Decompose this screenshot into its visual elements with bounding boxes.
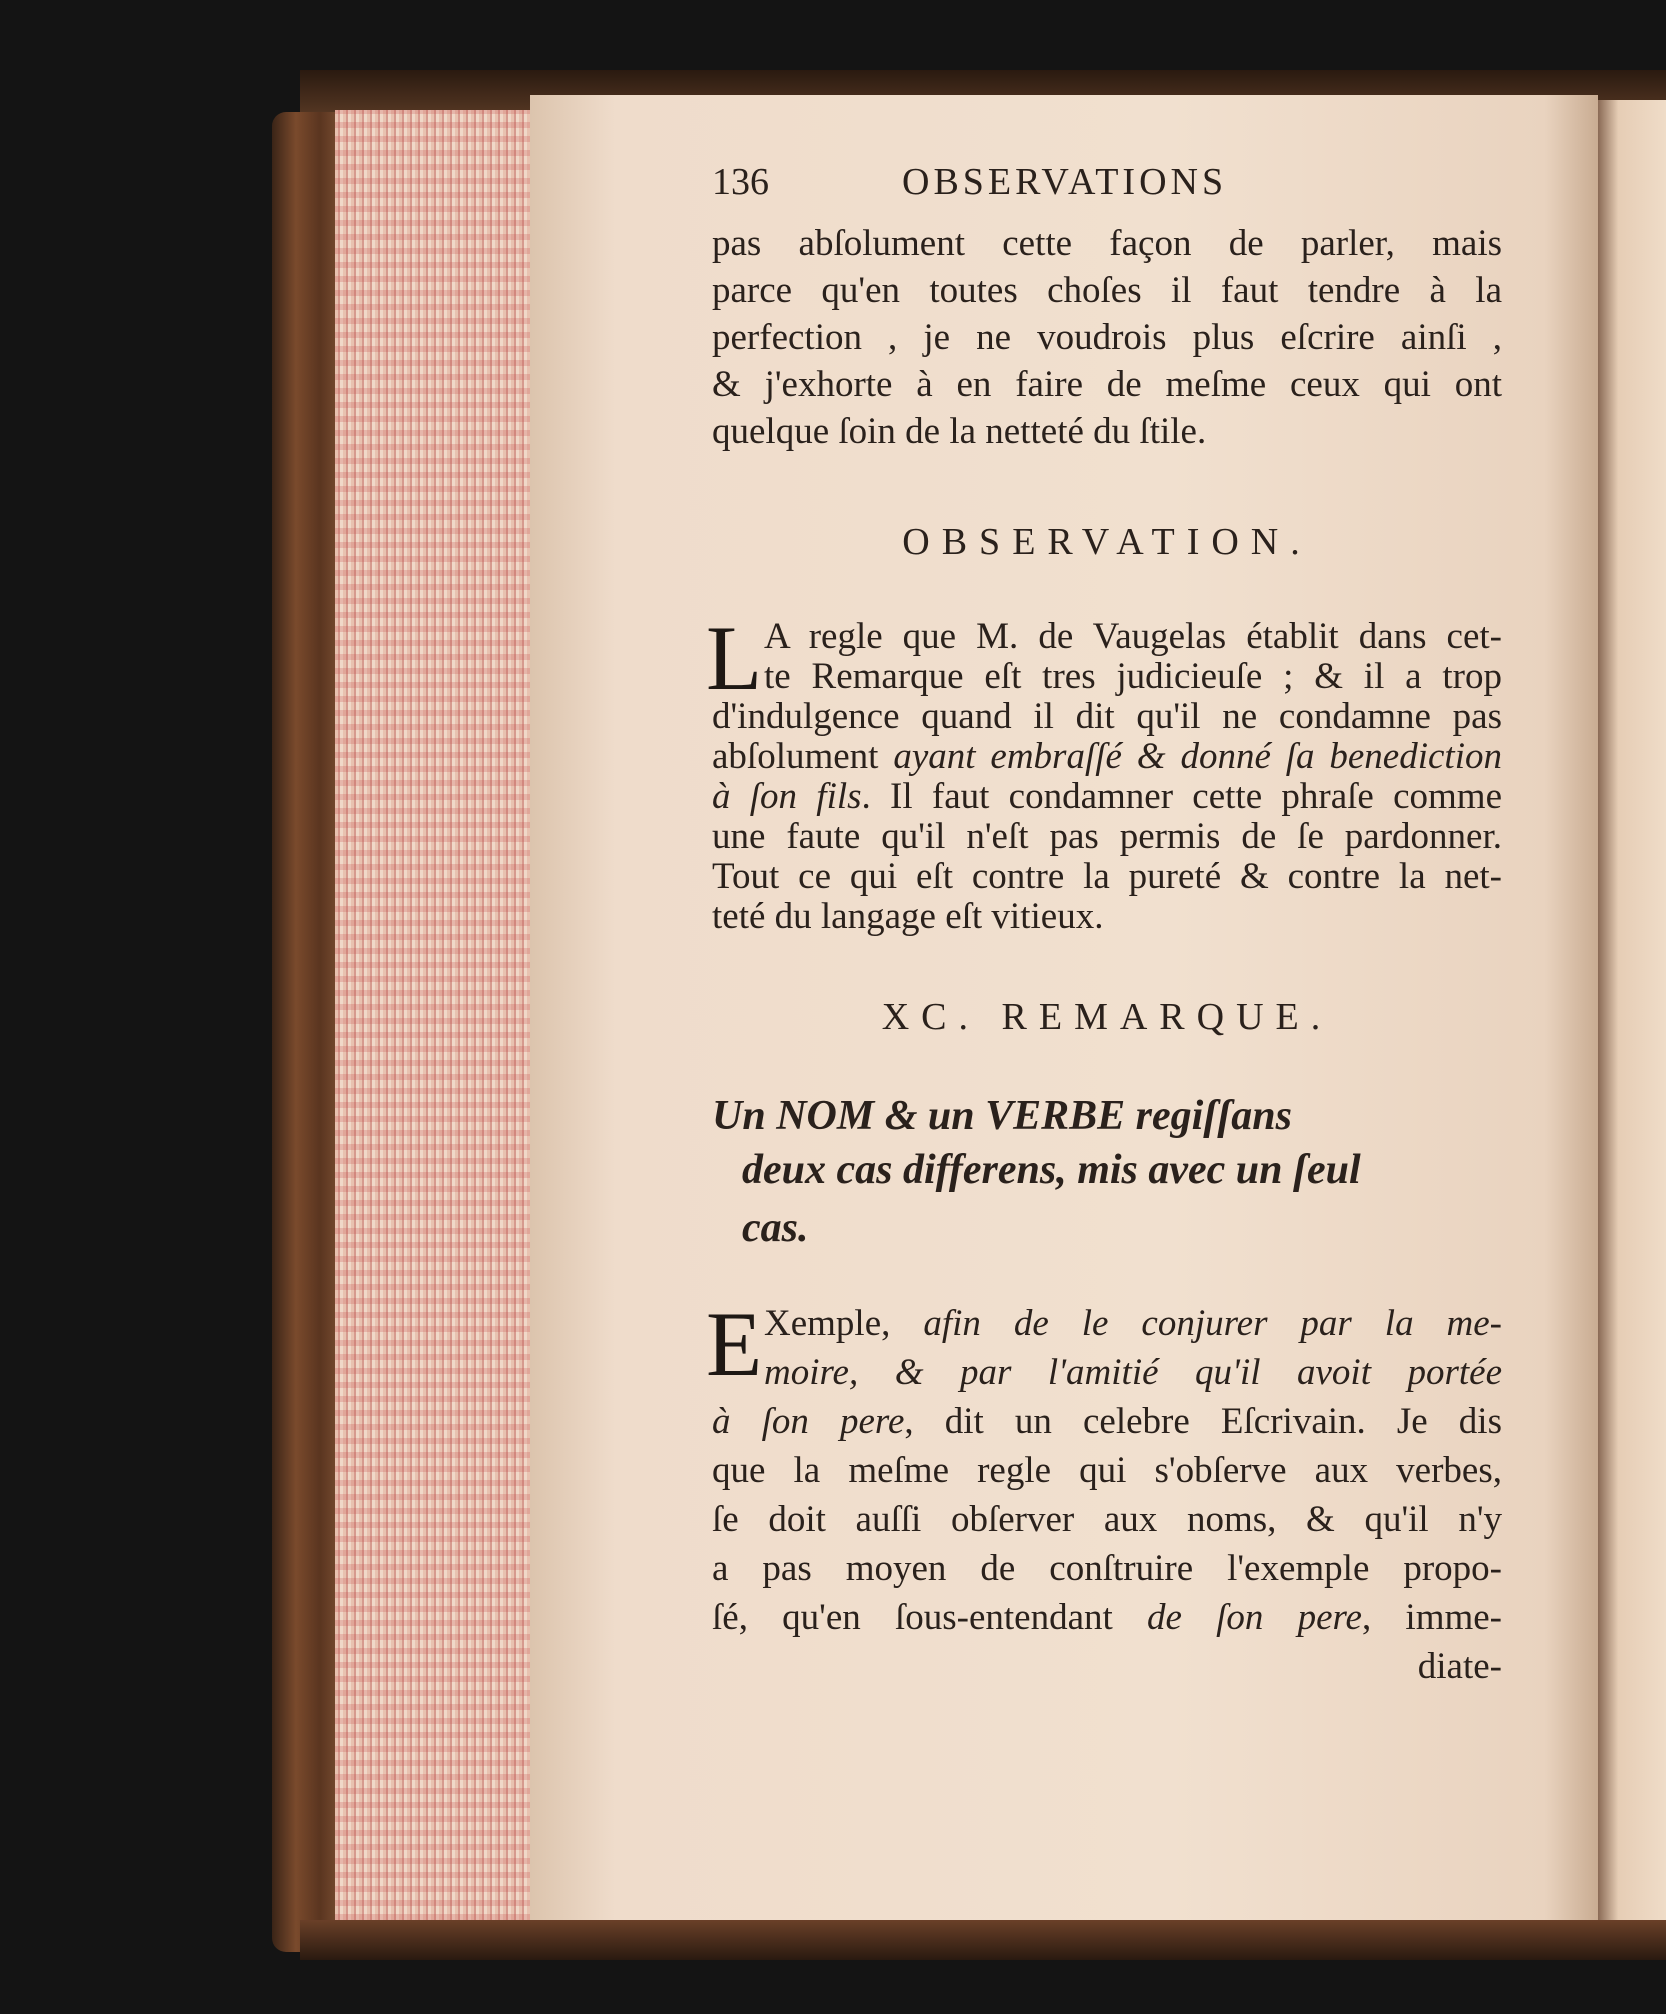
text-span: Tout ce qui eſt contre la pureté & contre la net- xyxy=(712,856,1502,897)
text-span: A regle que M. de Vaugelas établit dans cet- xyxy=(764,616,1502,657)
text-line xyxy=(712,1599,1502,1636)
remarque-heading: XC. REMARQUE. xyxy=(881,996,1333,1038)
drop-cap-l: L xyxy=(706,607,763,709)
italic-text: ayant embraſſé & donné ſa benediction xyxy=(893,736,1502,777)
text-span: a pas moyen de conſtruire l'exemple propo- xyxy=(712,1548,1502,1589)
text-line xyxy=(712,413,1502,450)
text-line xyxy=(764,1305,1502,1342)
drop-cap-e: E xyxy=(706,1293,763,1395)
text-line xyxy=(712,366,1502,403)
italic-text: afin de le conjurer par la me- xyxy=(923,1303,1502,1344)
page-number: 136 xyxy=(712,161,769,203)
text-line xyxy=(712,1550,1502,1587)
text-line xyxy=(712,319,1502,356)
italic-text: moire, & par l'amitié qu'il avoit portée xyxy=(764,1352,1502,1393)
facing-page-edge xyxy=(1598,100,1666,1920)
text-line xyxy=(764,1354,1502,1391)
text-line xyxy=(764,658,1502,695)
text-span: abſolument xyxy=(712,736,894,777)
page-edges xyxy=(335,110,535,1920)
observation-heading: OBSERVATION. xyxy=(902,521,1312,563)
text-line xyxy=(764,618,1502,655)
text-span: quelque ſoin de la netteté du ſtile. xyxy=(712,411,1207,452)
remarque-title-line-2: deux cas differens, mis avec un ſeul xyxy=(742,1147,1361,1193)
text-span: , imme- xyxy=(1361,1597,1503,1638)
text-span: perfection , je ne voudrois plus eſcrire ainſi , xyxy=(712,317,1502,358)
text-line xyxy=(712,272,1502,309)
text-span: . Il faut condamner cette phraſe comme xyxy=(861,776,1502,817)
text-line xyxy=(712,1501,1502,1538)
text-line xyxy=(712,738,1502,775)
text-span: & j'exhorte à en faire de meſme ceux qui ont xyxy=(712,364,1502,405)
text-line xyxy=(712,818,1502,855)
remarque-title-line-1: Un NOM & un VERBE regiſſans xyxy=(712,1093,1292,1139)
text-span: d'indulgence quand il dit qu'il ne condamne pas xyxy=(712,696,1502,737)
text-line xyxy=(712,1403,1502,1440)
text-line xyxy=(712,698,1502,735)
text-line xyxy=(712,778,1502,815)
italic-text: à ſon fils xyxy=(712,776,862,817)
text-span: Xemple, xyxy=(764,1303,924,1344)
text-span: pas abſolument cette façon de parler, mais xyxy=(712,223,1502,264)
text-span: teté du langage eſt vitieux. xyxy=(712,896,1104,937)
text-span: que la meſme regle qui s'obſerve aux verbes, xyxy=(712,1450,1502,1491)
running-title: OBSERVATIONS xyxy=(902,161,1228,203)
book-cover-bottom xyxy=(300,1920,1666,1960)
text-line xyxy=(712,1452,1502,1489)
italic-text: à ſon pere xyxy=(712,1401,905,1442)
text-span: une faute qu'il n'eſt pas permis de ſe pardonner. xyxy=(712,816,1502,857)
text-span: ſe doit auſſi obſerver aux noms, & qu'il n'y xyxy=(712,1499,1502,1540)
text-line xyxy=(712,858,1502,895)
text-span: te Remarque eſt tres judicieuſe ; & il a trop xyxy=(764,656,1502,697)
text-span: diate- xyxy=(1417,1646,1502,1687)
text-span: ſé, qu'en ſous-entendant xyxy=(712,1597,1147,1638)
text-line xyxy=(712,225,1502,262)
text-line xyxy=(712,1648,1502,1685)
text-span: , dit un celebre Eſcrivain. Je dis xyxy=(904,1401,1502,1442)
italic-text: de ſon pere xyxy=(1146,1597,1362,1638)
text-span: parce qu'en toutes choſes il faut tendre à la xyxy=(712,270,1502,311)
remarque-title-line-3: cas. xyxy=(742,1205,809,1251)
text-line xyxy=(712,898,1502,935)
